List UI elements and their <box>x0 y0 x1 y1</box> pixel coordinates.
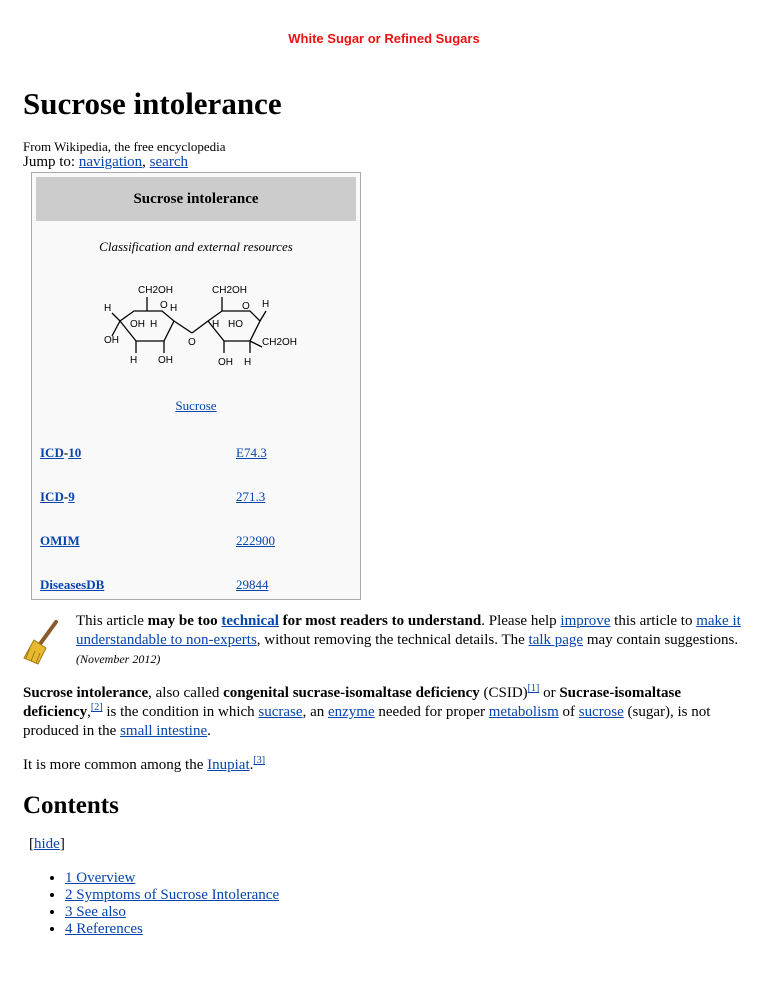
atom-label: H <box>104 303 112 314</box>
diseasesdb-link[interactable]: DiseasesDB <box>40 577 105 592</box>
reference-link[interactable]: [2] <box>90 702 103 713</box>
infobox-row <box>36 563 356 607</box>
atom-label: H <box>262 299 270 310</box>
infobox-title: Sucrose intolerance <box>36 177 356 221</box>
toc-item <box>65 887 279 904</box>
toc-toggle: [hide] <box>29 836 65 852</box>
infobox-row <box>36 519 356 563</box>
jump-search-link[interactable]: search <box>149 154 188 170</box>
icd9-link[interactable]: 9 <box>68 489 75 504</box>
table-of-contents <box>45 870 279 938</box>
jump-to: Jump to: navigation, search <box>23 154 188 170</box>
hide-link[interactable]: hide <box>34 836 60 852</box>
metabolism-link[interactable]: metabolism <box>488 704 559 720</box>
row-value-link[interactable]: 29844 <box>236 577 269 592</box>
atom-label: O <box>242 301 250 312</box>
contents-heading: Contents <box>23 792 119 819</box>
second-paragraph: It is more common among the Inupiat.[3] <box>23 755 266 773</box>
atom-label: H <box>212 319 220 330</box>
intro-paragraph: Sucrose intolerance, also called congenital sucrase-isomaltase deficiency (CSID)[1] or Sucrase-isomaltase deficiency,[2] is the condition in which sucrase, an enzyme needed for proper metabolism of sucrose (sugar), is not produced in the small intestine. <box>23 683 711 739</box>
infobox <box>31 172 361 600</box>
infobox-row <box>36 475 356 519</box>
notice-text: This article may be too technical for most readers to understand. Please help improve this article to make it understandable to non-experts, without removing the technical details. The talk page may contain suggestions. <box>76 613 741 648</box>
atom-label: CH2OH <box>262 337 298 348</box>
broom-icon <box>20 618 64 670</box>
toc-item <box>65 921 279 938</box>
notice-date: (November 2012) <box>76 652 161 666</box>
icd10-link[interactable]: 10 <box>68 445 82 460</box>
sucrose-structure-image <box>102 281 302 381</box>
atom-label: CH2OH <box>138 285 174 296</box>
reference-link[interactable]: [1] <box>527 683 540 694</box>
row-value-link[interactable]: E74.3 <box>236 445 267 460</box>
toc-item <box>65 870 279 887</box>
improve-link[interactable]: improve <box>560 613 611 629</box>
atom-label: OH <box>218 357 233 368</box>
cleanup-notice <box>20 612 750 672</box>
infobox-caption <box>36 398 356 414</box>
infobox-row <box>36 431 356 475</box>
toc-link[interactable]: 1 Overview <box>65 870 136 886</box>
icd-link[interactable]: ICD <box>40 445 64 460</box>
tagline: From Wikipedia, the free encyclopedia <box>23 139 226 154</box>
atom-label: OH <box>130 319 145 330</box>
row-value-link[interactable]: 222900 <box>236 533 275 548</box>
atom-label: O <box>188 337 196 348</box>
toc-link[interactable]: 2 Symptoms of Sucrose Intolerance <box>65 887 280 903</box>
sucrose-link[interactable]: sucrose <box>578 704 624 720</box>
atom-label: CH2OH <box>212 285 248 296</box>
page-title: Sucrose intolerance <box>23 86 282 121</box>
row-label: ICD-9 <box>40 489 75 504</box>
atom-label: HO <box>228 319 243 330</box>
sucrase-link[interactable]: sucrase <box>258 704 303 720</box>
row-label: ICD-10 <box>40 445 82 460</box>
small-intestine-link[interactable]: small intestine <box>120 723 208 739</box>
atom-label: H <box>130 355 138 366</box>
atom-label: OH <box>104 335 119 346</box>
technical-link[interactable]: technical <box>221 613 279 629</box>
atom-label: O <box>160 300 168 311</box>
page-header-text: White Sugar or Refined Sugars <box>288 31 480 46</box>
enzyme-link[interactable]: enzyme <box>327 704 375 720</box>
toc-link[interactable]: 3 See also <box>65 904 126 920</box>
row-label <box>40 533 80 549</box>
icd-link[interactable]: ICD <box>40 489 64 504</box>
toc-link[interactable]: 4 References <box>65 921 143 937</box>
toc-item <box>65 904 279 921</box>
infobox-subtitle: Classification and external resources <box>99 239 293 254</box>
jump-navigation-link[interactable]: navigation <box>78 154 143 170</box>
atom-label: H <box>244 357 252 368</box>
atom-label: OH <box>158 355 173 366</box>
row-label <box>40 577 104 593</box>
atom-label: H <box>170 303 178 314</box>
sucrose-caption-link[interactable]: Sucrose <box>175 398 217 413</box>
inupiat-link[interactable]: Inupiat <box>207 757 250 773</box>
reference-link[interactable]: [3] <box>253 755 266 766</box>
make-understandable-link[interactable]: make it understandable to non-experts <box>76 613 741 648</box>
talk-page-link[interactable]: talk page <box>528 632 584 648</box>
row-value-link[interactable]: 271.3 <box>236 489 266 504</box>
atom-label: H <box>150 319 158 330</box>
omim-link[interactable]: OMIM <box>40 533 80 548</box>
